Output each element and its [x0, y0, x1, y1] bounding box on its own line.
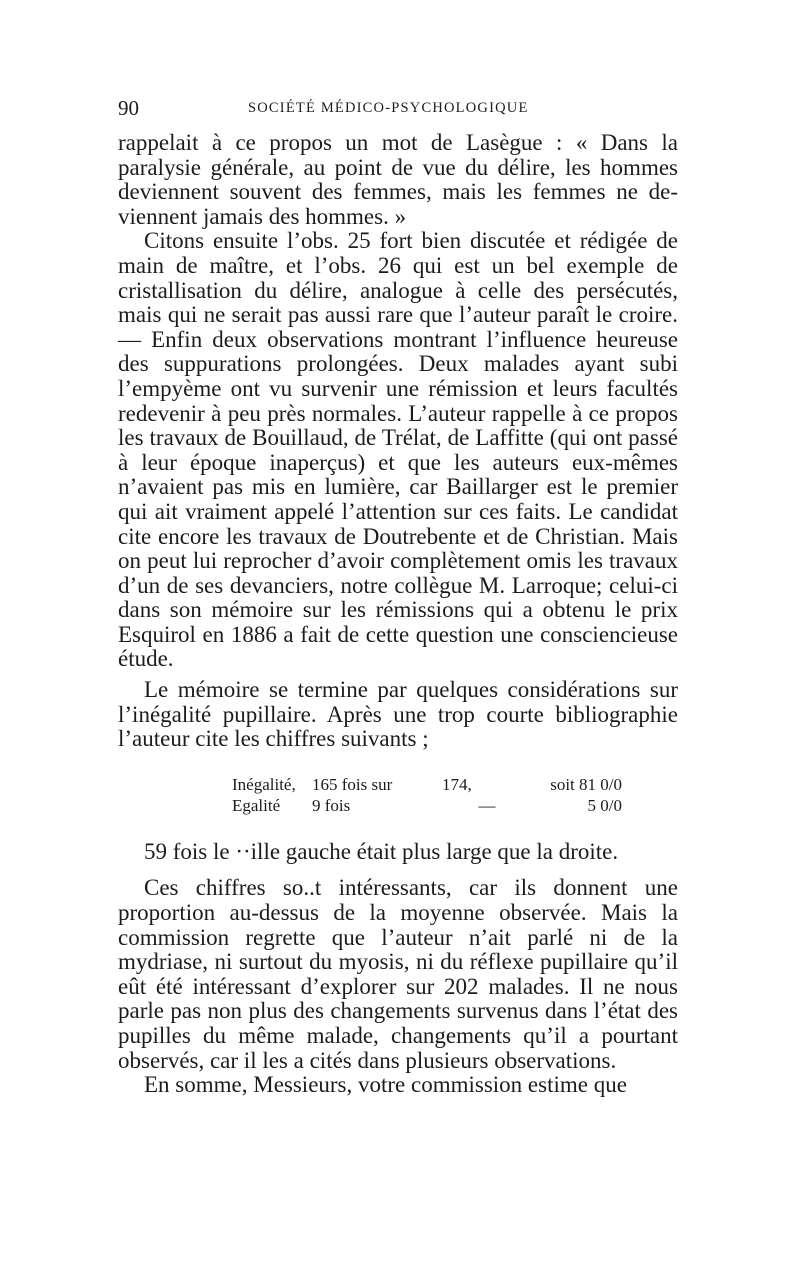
running-head: SOCIÉTÉ MÉDICO-PSYCHOLOGIQUE — [248, 100, 529, 116]
table-cell: Inégalité, — [232, 774, 296, 794]
table-cell: — — [478, 795, 496, 815]
paragraph-1: rappelait à ce propos un mot de Lasègue : « Dans la paralysie générale, au point de vue du délire, les hommes deviennent souvent des femmes, mais les femmes ne deviennent jamais des hommes. » — [118, 130, 678, 229]
paragraph-5: Ces chiffres so..t intéressants, car ils donnent une proportion au-dessus de la moyenne observée. Mais la commission regrette que l’auteur n’ait parlé ni de la mydriase, ni surtout du myosis, ni du réflexe pupillaire qu’il eût été intéressant d’explorer sur 202 malades. Il ne nous parle pas non plus des changements survenus dans l’état des pupilles du même malade, changements qu’il a pourtant observés, car il les a cités dans plusieurs observations. — [118, 875, 678, 1073]
paragraph-3: Le mémoire se termine par quelques considérations sur l’inégalité pupillaire. Après une trop courte bibliographie l’auteur cite les chiffres suivants ; — [118, 677, 678, 752]
page-number: 90 — [118, 96, 139, 120]
paragraph-2: Citons ensuite l’obs. 25 fort bien discutée et rédigée de main de maître, et l’obs. 26 qui est un bel exemple de cristallisation du délire, analogue à celle des persécutés, mais qui ne serait pas aussi rare que l’auteur paraît le croire. — Enfin deux observations montrant l’influence heureuse des suppurations prolongées. Deux malades ayant subi l’empyème ont vu survenir une rémission et leurs facultés redevenir à peu près normales. L’auteur rappelle à ce propos les travaux de Bouillaud, de Trélat, de Laffitte (qui ont passé à leur époque inaperçus) et que les auteurs eux-mêmes n’avaient pas mis en lumière, car Baillarger est le premier qui ait vraiment appelé l’attention sur ces faits. Le candidat cite encore les travaux de Doutrebente et de Christian. Mais on peut lui reprocher d’avoir complètement omis les travaux d’un de ses devanciers, notre collègue M. Larroque; celui-ci dans son mémoire sur les rémissions qui a obtenu le prix Esquirol en 1886 a fait de cette question une consciencieuse étude. — [118, 228, 678, 672]
page-header — [118, 96, 678, 124]
paragraph-6: En somme, Messieurs, votre commission estime que — [144, 1072, 627, 1098]
table-row — [232, 774, 622, 795]
table-cell: Egalité — [232, 795, 281, 815]
pupil-statistics-table — [232, 774, 622, 816]
body-text — [118, 131, 678, 1098]
paragraph-4: 59 fois le ··ille gauche était plus large que la droite. — [144, 838, 619, 864]
table-cell: 174, — [442, 774, 472, 794]
table-cell: 9 fois — [312, 795, 351, 815]
table-cell: soit 81 0/0 — [550, 774, 622, 794]
table-row — [232, 795, 622, 816]
table-cell: 5 0/0 — [587, 795, 622, 815]
table-cell: 165 fois sur — [312, 774, 393, 794]
